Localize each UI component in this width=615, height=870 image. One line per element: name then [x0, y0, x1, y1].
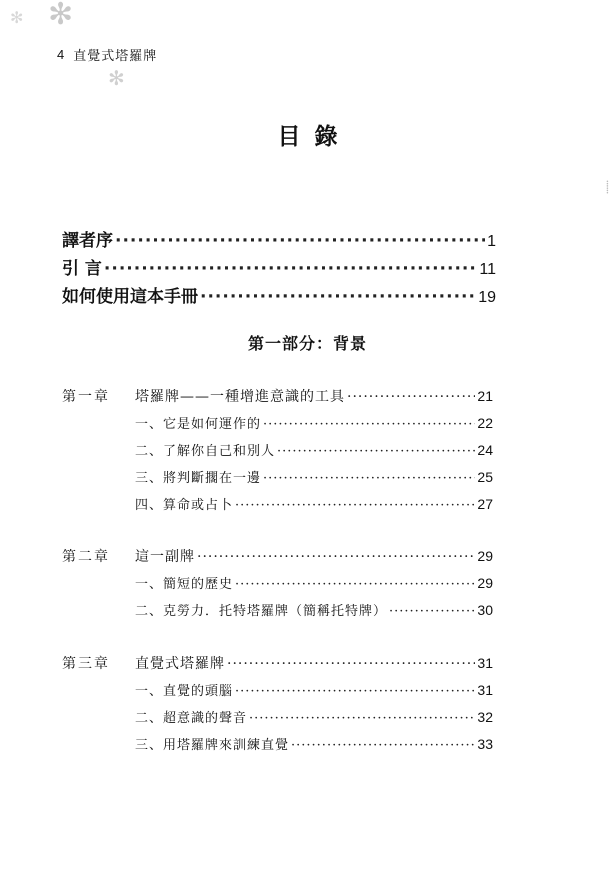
entry-title: 一、直覺的頭腦 [135, 684, 234, 699]
dot-leader [197, 549, 475, 565]
entry-title: 三、用塔羅牌來訓練直覺 [135, 738, 290, 753]
entry-title: 引 言 [62, 259, 102, 279]
toc-entry-section[interactable] [135, 494, 493, 513]
dot-leader [347, 389, 475, 405]
entry-title: 二、了解你自己和別人 [135, 444, 276, 459]
dot-leader [389, 604, 475, 619]
toc-entry-section[interactable] [135, 440, 493, 459]
chapter-label: 第二章 [62, 549, 110, 565]
entry-title: 一、簡短的歷史 [135, 577, 234, 592]
toc-entry-section[interactable] [135, 573, 493, 592]
entry-page: 22 [477, 415, 493, 431]
page-number: 4 [57, 46, 65, 62]
entry-page: 11 [479, 261, 496, 278]
snowflake-decoration-icon: ✻ [108, 66, 125, 90]
entry-title: 塔羅牌——一種增進意識的工具 [135, 389, 345, 405]
entry-title: 三、將判斷擱在一邊 [135, 471, 262, 486]
entry-page: 21 [477, 388, 493, 404]
entry-page: 29 [477, 548, 493, 564]
running-head [57, 44, 157, 64]
entry-title: 譯者序 [62, 231, 113, 251]
snowflake-decoration-icon: ✻ [48, 0, 74, 32]
toc-entry-chapter[interactable] [135, 546, 493, 566]
toc-entry-section[interactable] [135, 734, 493, 753]
entry-title: 一、它是如何運作的 [135, 417, 262, 432]
dot-leader [277, 444, 475, 459]
entry-page: 32 [477, 709, 493, 725]
entry-title: 二、克勞力．托特塔羅牌（簡稱托特牌） [135, 604, 388, 619]
toc-entry-section[interactable] [135, 600, 493, 619]
entry-page: 33 [477, 736, 493, 752]
entry-page: 24 [477, 442, 493, 458]
chapter-label: 第三章 [62, 656, 110, 672]
entry-title: 直覺式塔羅牌 [135, 656, 225, 672]
part-title: 第一部分：背景 [247, 334, 367, 353]
dot-leader [263, 417, 475, 432]
dot-leader [235, 577, 475, 592]
entry-title: 四、算命或占卜 [135, 498, 234, 513]
toc-entry-chapter[interactable] [135, 653, 493, 673]
entry-title: 如何使用這本手冊 [62, 287, 198, 307]
toc-title: 目錄 [277, 124, 352, 150]
entry-page: 1 [487, 233, 496, 250]
dot-leader [249, 711, 475, 726]
toc-entry-preface[interactable] [62, 226, 496, 251]
dot-leader [200, 287, 476, 307]
dot-leader [235, 684, 475, 699]
toc-entry-section[interactable] [135, 413, 493, 432]
entry-page: 25 [477, 469, 493, 485]
chapter-label: 第一章 [62, 389, 110, 405]
entry-title: 二、超意識的聲音 [135, 711, 248, 726]
dot-leader [227, 656, 475, 672]
entry-page: 31 [477, 655, 493, 671]
entry-page: 19 [478, 289, 496, 306]
dot-leader [104, 259, 477, 279]
dot-leader [263, 471, 475, 486]
toc-entry-section[interactable] [135, 680, 493, 699]
entry-page: 31 [477, 682, 493, 698]
entry-page: 30 [477, 602, 493, 618]
toc-entry-introduction[interactable] [62, 254, 496, 279]
entry-page: 29 [477, 575, 493, 591]
toc-entry-chapter[interactable] [135, 386, 493, 406]
entry-title: 這一副牌 [135, 549, 195, 565]
entry-page: 27 [477, 496, 493, 512]
dot-leader [291, 738, 475, 753]
book-title: 直覺式塔羅牌 [73, 48, 158, 64]
dot-leader [235, 498, 475, 513]
snowflake-decoration-icon: ✻ [10, 8, 24, 27]
toc-entry-section[interactable] [135, 707, 493, 726]
toc-entry-how-to-use[interactable] [62, 282, 496, 307]
toc-entry-section[interactable] [135, 467, 493, 486]
scan-edge-mark-icon: ⸽ [605, 180, 609, 194]
dot-leader [115, 231, 485, 251]
